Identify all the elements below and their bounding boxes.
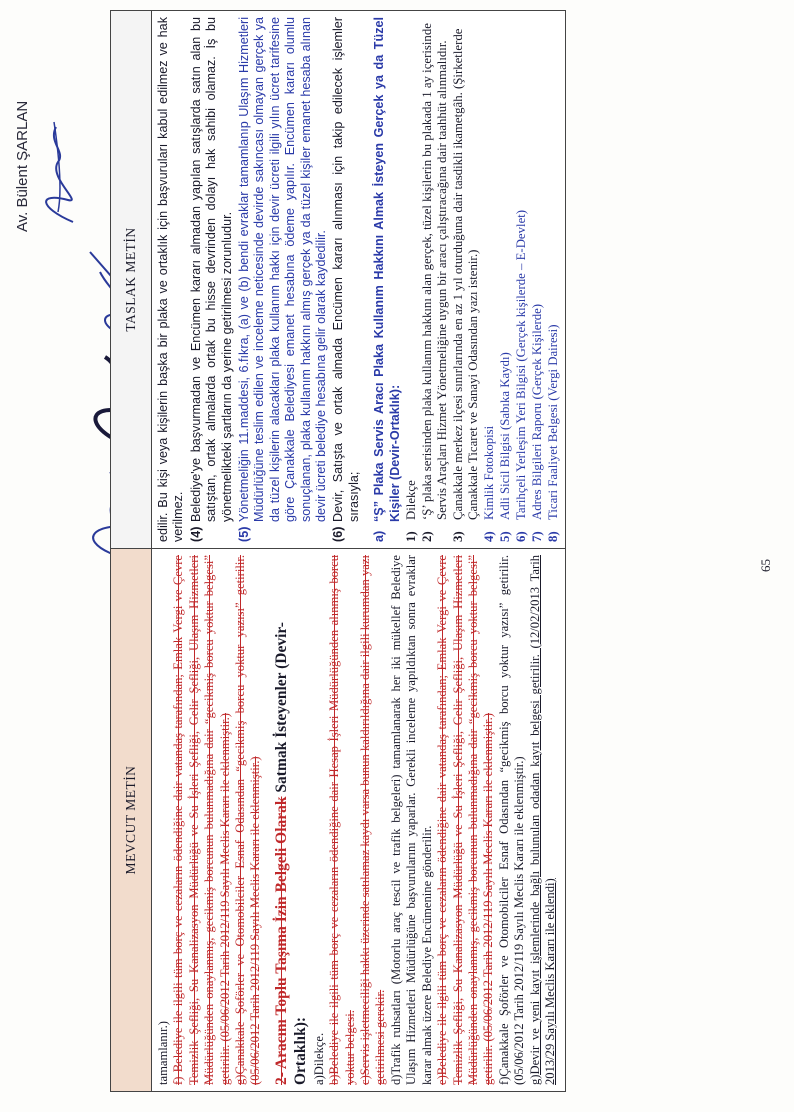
left-item-b-deleted: b)Belediye ile ilgili tüm borç ve cezaların ödendiğine dair Hesap İşleri Müdürlüğünden alınmış borcu yoktur belgesi. <box>327 555 357 1085</box>
draft-text-cell <box>152 11 566 549</box>
list-item-number: 2) <box>420 531 435 542</box>
list-item-text: Adli Sicil Bilgisi (Sabıka Kaydı) <box>498 352 513 520</box>
left-item-g: g)Devir ve yeni kayıt işlemlerinde bağlı bulunulan odadan kayıt belgesi getirilir. (12/02/2013 Tarih 2013/29 Sayılı Meclis Kararı ile eklendi) <box>527 555 557 1085</box>
left-item-g-deleted: g)Çanakkale Şoförler ve Otomobilciler Esnaf Odasından “gecikmiş borcu yoktur yazısı” getirilir. (05/06/2012 Tarih 2012/119 Sayılı Meclis Kararı ile eklenmiştir.) <box>233 555 263 1085</box>
requirements-list <box>404 17 561 542</box>
item-number: (5) <box>237 526 252 542</box>
list-item-text: Kimlik Fotokopisi <box>482 425 497 520</box>
item-number: (6) <box>331 526 346 542</box>
right-line-1: edilir. Bu kişi veya kişilerin başka bir plaka ve ortaklık için başvuruları kabul edilmez ve hak verilmez. <box>156 17 186 542</box>
left-item-e-deleted: e)Belediye ile ilgili tüm borç ve cezaların ödendiğine dair vatandaş tarafından; Emlak Vergi ve Çevre Temizlik Şefliği, Su Kanalizasyon Müdürlüğü ve Su İşleri Şefliği, Gelir Şefliği, Ulaşım Hizmetleri Müdürlüğünden onaylanmış, gecikmiş borcunun bulunmadığına dair “gecikmiş borcu yoktur belgesi” getirilir. (05/06/2012 Tarih 2012/119 Sayılı Meclis Kararı ile eklenmiştir.) <box>435 555 496 1085</box>
left-heading-rest: Satmak İsteyenler (Devir-Ortaklık): <box>272 622 309 1085</box>
header-current-text: MEVCUT METİN <box>111 549 152 1092</box>
list-item <box>546 17 561 542</box>
table-body-row <box>152 11 566 1092</box>
table-header-row <box>111 11 152 1092</box>
item-text: Devir, Satışta ve ortak almada Encümen kararı alınması için takip edilecek işlemler sırasıyla; <box>331 17 361 522</box>
item-text: “Ş” Plaka Servis Aracı Plaka Kullanım Hakkını Almak İsteyen Gerçek ya da Tüzel Kişiler (Devir-Ortaklık): <box>372 17 402 522</box>
list-item-number: 8) <box>546 531 561 542</box>
list-item <box>451 17 481 542</box>
left-item-f: f)Çanakkale Şoförler ve Otomobilciler Esnaf Odasından “gecikmiş borcu yoktur yazısı” getirilir. (05/06/2012 Tarih 2012/119 Sayılı Meclis Kararı ile eklenmiştir.) <box>496 555 527 1085</box>
left-section-heading <box>272 555 310 1085</box>
list-item-number: 3) <box>451 531 466 542</box>
item-number: (4) <box>188 526 203 542</box>
list-item <box>420 17 450 542</box>
list-item-text: Tarihçeli Yerleşim Yeri Bilgisi (Gerçek kişilerde – E-Devlet) <box>514 209 529 520</box>
signature-block <box>14 32 94 232</box>
list-item <box>482 17 497 542</box>
left-heading-deleted: 2- Aracını Toplu Taşıma İzin Belgeli Olarak <box>272 796 290 1085</box>
page-number: 65 <box>758 559 773 572</box>
right-item-6 <box>331 17 362 542</box>
list-item-number: 6) <box>514 531 529 542</box>
comparison-table <box>110 10 566 1092</box>
right-item-4 <box>189 17 235 542</box>
signer-name: Av. Bülent ŞARLAN <box>14 100 31 232</box>
list-item-text: Adres Bilgileri Raporu (Gerçek Kişilerde) <box>530 303 545 520</box>
left-item-a: a)Dilekçe. <box>311 1032 326 1085</box>
list-item-text: Ticari Faaliyet Belgesi (Vergi Dairesi) <box>546 324 561 520</box>
item-text: Yönetmeliğin 11.maddesi, 6.fıkra, (a) ve (b) bendi evraklar tamamlanıp Ulaşım Hizmetleri Müdürlüğüne teslim edilen ve inceleme neticesinde devirde sakıncası olmayan gerçek ya da tüzel kişilerin alacakları plaka kullanım hakkı için devir ücreti ilgili yılın ücret tarifesine göre Çanakkale Belediyesi emanet hesabına ödeme yapılır. Encümen kararı olumlu sonuçlanan, plaka kullanım hakkını almış gerçek ya da tüzel kişiler emanet hesaba alınan devir ücreti belediye hesabına gelir olarak kaydedilir. <box>237 17 329 522</box>
list-item-number: 4) <box>482 531 497 542</box>
list-item-text: Çanakkale merkez ilçesi sınırlarında en az 1 yıl oturduğuna dair tasdikli ikametgâh. (Şirketlerde Çanakkale Ticaret ve Sanayi Odasından yazı istenir.) <box>451 28 481 520</box>
right-item-5 <box>237 17 329 542</box>
list-item <box>498 17 513 542</box>
list-item-number: 5) <box>498 531 513 542</box>
list-item-text: Dilekçe <box>404 480 419 520</box>
list-item-number: 1) <box>404 531 419 542</box>
right-subsection-heading <box>372 17 403 542</box>
list-item <box>514 17 529 542</box>
list-item-number: 7) <box>530 531 545 542</box>
item-text: Belediye'ye başvurmadan ve Encümen kararı almadan yapılan satışlarda satın alan bu satıştan, ortak almalarda ortak bu hisse devrinden dolayı hak sahibi olamaz. İş bu yönetmelikteki şartların da yerine getirilmesi zorunludur. <box>188 17 234 522</box>
left-item-f-deleted: f) Belediye ile ilgili tüm borç ve cezaların ödendiğine dair vatandaş tarafından; Emlak Vergi ve Çevre Temizlik Şefliği, Su Kanalizasyon Müdürlüğü ve Su İşleri Şefliği, Gelir Şefliği, Ulaşım Hizmetleri Müdürlüğünden onaylanmış, gecikmiş borcunun bulunmadığına dair “gecikmiş borcu yoktur belgesi” getirilir. (05/06/2012 Tarih 2012/119 Sayılı Meclis Kararı ile eklenmiştir.) <box>171 555 232 1085</box>
item-number: a) <box>372 530 387 542</box>
handwritten-signature <box>28 112 88 232</box>
header-draft-text: TASLAK METİN <box>111 11 152 549</box>
left-item-d: d)Trafik ruhsatları (Motorlu araç tescil ve trafik belgeleri) tamamlanarak her iki mükellef Belediye Ulaşım Hizmetleri Müdürlüğüne başvurularını yaparlar. Gerekli inceleme yapıldıktan sonra evraklar karar almak üzere Belediye Encümenine gönderilir. <box>388 555 434 1085</box>
list-item <box>404 17 419 542</box>
current-text-cell <box>152 549 566 1092</box>
list-item-text: ‘Ş’ plaka serisinden plaka kullanım hakkını alan gerçek, tüzel kişilerin bu plakada 1 ay içerisinde Servis Araçları Hizmet Yönetmeliğine uygun bir aracı çalıştıracağına dair taahhüt alınmalıdır. <box>420 23 450 520</box>
left-line-1: tamamlanır.) <box>156 1021 170 1085</box>
list-item <box>530 17 545 542</box>
left-item-c-deleted: c)Servis işletmeciliği hakkı üzerinde satılamaz kaydı varsa bunun kaldırıldığına dair ilgili kurumdan yazı getirilmesi gerekir. <box>358 555 388 1085</box>
